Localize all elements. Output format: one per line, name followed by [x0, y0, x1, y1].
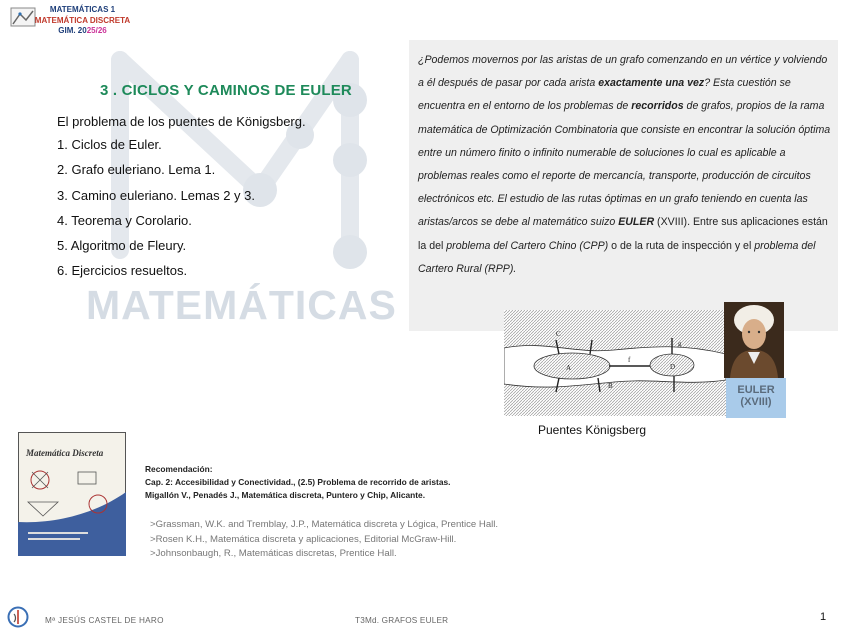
book-title: Matemática Discreta: [26, 448, 104, 458]
map-label: f: [628, 356, 631, 364]
university-logo: [7, 606, 29, 628]
panel-text-span: ? Esta cuestión se encuentra en el entorno de los problemas de: [418, 77, 791, 113]
recommendation-line: Cap. 2: Accesibilidad y Conectividad., (2.5) Problema de recorrido de aristas.: [145, 477, 451, 487]
euler-label-box: [726, 378, 786, 418]
panel-text-span: ¿Podemos movernos por las aristas de un grafo comenzando en un vértice y volviendo a él después de pasar por cada arista: [418, 54, 828, 90]
intro-text: El problema de los puentes de Königsberg.: [57, 114, 306, 129]
list-item: 1. Ciclos de Euler.: [57, 137, 162, 152]
map-label: C: [556, 330, 561, 338]
topic-list: [57, 137, 255, 289]
panel-italic-span: problema del Cartero Rural (RPP).: [418, 239, 816, 275]
course-name: MATEMÁTICAS 1: [49, 5, 116, 14]
watermark-word: MATEMÁTICAS: [86, 282, 397, 328]
panel-bold-span: exactamente una vez: [598, 77, 705, 90]
konigsberg-map-image: [504, 310, 726, 416]
euler-portrait-image: [724, 302, 784, 378]
section-title: 3 . CICLOS Y CAMINOS DE EULER: [100, 82, 352, 99]
recommendation-line: Migallón V., Penadés J., Matemática discreta, Puntero y Chip, Alicante.: [145, 490, 426, 500]
map-label: B: [608, 382, 613, 390]
reference-item: >Johnsonbaugh, R., Matemáticas discretas, Prentice Hall.: [150, 548, 397, 560]
list-item: 5. Algoritmo de Fleury.: [57, 238, 187, 254]
map-label: A: [566, 364, 572, 372]
recommendation: [145, 463, 450, 502]
panel-bold-span: recorridos: [631, 100, 684, 113]
footer-topic-code: T3Md. GRAFOS EULER: [355, 616, 449, 625]
course-year: [30, 26, 135, 37]
footer-author: Mª JESÚS CASTEL DE HARO: [45, 616, 164, 625]
list-item: 4. Teorema y Corolario.: [57, 212, 192, 228]
year-suffix: 25/26: [86, 26, 107, 35]
map-label: D: [670, 363, 676, 371]
course-header: [30, 5, 135, 37]
map-label: g: [678, 340, 682, 348]
panel-text-span: de grafos, propios de la rama matemática de Optimización Combinatoria que consiste en encontrar la solución óptima entre un número finito o infinito numerable de soluciones lo cual es aplicable a problemas reales como el reporte de mercancía, transporte, producción de circuitos electrónicos etc. El estudio de las rutas óptimas en un grafo teniendo en cuenta las aristas/arcos se debe al matemático suizo: [418, 100, 831, 229]
list-item: 2. Grafo euleriano. Lema 1.: [57, 162, 216, 178]
panel-text-span: o de la ruta de inspección y el: [608, 239, 755, 252]
euler-century: (XVIII): [740, 396, 772, 408]
list-item: 6. Ejercicios resueltos.: [57, 263, 188, 279]
reference-item: >Rosen K.H., Matemática discreta y aplicaciones, Editorial McGraw-Hill.: [150, 533, 457, 545]
subject-name: MATEMÁTICA DISCRETA: [34, 15, 131, 25]
page-number: 1: [820, 611, 827, 623]
reference-item: >Grassman, W.K. and Tremblay, J.P., Matemática discreta y Lógica, Prentice Hall.: [150, 519, 499, 530]
panel-bold-span: EULER: [618, 216, 655, 229]
list-item: 3. Camino euleriano. Lemas 2 y 3.: [57, 187, 255, 203]
panel-italic-span: problema del Cartero Chino (CPP): [446, 239, 609, 252]
book-cover-image: [18, 432, 126, 556]
panel-text-span: (XVIII). Entre sus aplicaciones están la del: [418, 216, 828, 252]
panel-paragraph: [418, 49, 832, 281]
euler-name: EULER: [737, 384, 775, 396]
references-list: [150, 518, 498, 562]
year-prefix: GIM. 20: [58, 26, 87, 35]
recommendation-label: Recomendación:: [145, 464, 213, 474]
figure-caption: Puentes Königsberg: [538, 423, 647, 437]
